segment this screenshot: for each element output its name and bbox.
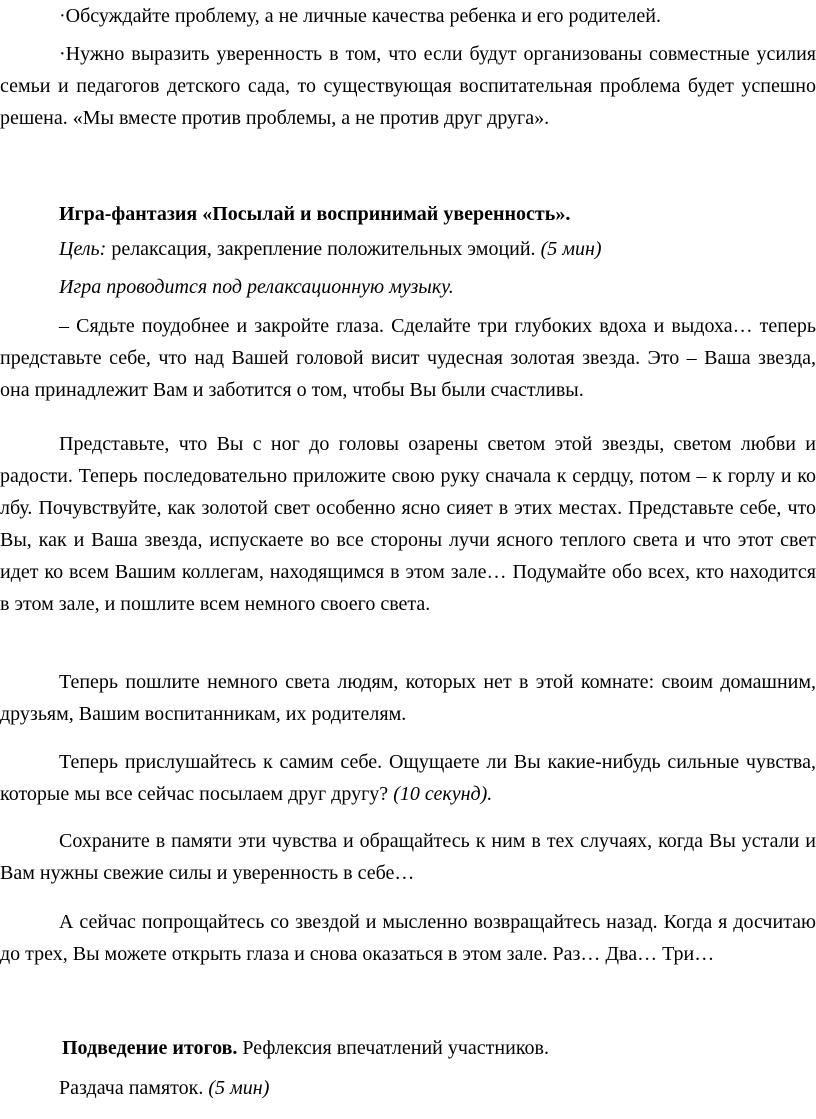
- game-goal: [0, 233, 816, 265]
- paragraph-listen-self: [0, 746, 816, 810]
- music-note: Игра проводится под релаксационную музыку.: [59, 276, 454, 298]
- game-title: Игра-фантазия «Посылай и воспринимай уверенность».: [59, 203, 571, 225]
- paragraph-say-goodbye: А сейчас попрощайтесь со звездой и мысленно возвращайтесь назад. Когда я досчитаю до трех, Вы можете открыть глаза и снова оказаться в этом зале. Раз… Два… Три…: [0, 911, 816, 965]
- goal-label: Цель:: [59, 238, 107, 260]
- paragraph-keep-feelings: Сохраните в памяти эти чувства и обращайтесь к ним в тех случаях, когда Вы устали и Вам нужны свежие силы и уверенность в себе…: [0, 830, 816, 884]
- paragraph-send-light: Теперь пошлите немного света людям, которых нет в этой комнате: своим домашним, друзьям, Вашим воспитанникам, их родителям.: [0, 671, 816, 725]
- paragraph-discuss-problem: ·Обсуждайте проблему, а не личные качества ребенка и его родителей.: [59, 5, 661, 27]
- paragraph-confidence: ·Нужно выразить уверенность в том, что если будут организованы совместные усилия семьи и педагогов детского сада, то существующая воспитательная проблема будет успешно решена. «Мы вместе против проблемы, а не против друг друга».: [0, 43, 816, 129]
- handout-text: Раздача памяток.: [59, 1077, 209, 1099]
- listen-time: (10 секунд).: [393, 783, 493, 805]
- paragraph-sit-comfortably: – Сядьте поудобнее и закройте глаза. Сделайте три глубоких вдоха и выдоха… теперь представьте себе, что над Вашей головой висит чудесная золотая звезда. Это – Ваша звезда, она принадлежит Вам и заботится о том, чтобы Вы были счастливы.: [0, 315, 816, 401]
- summary-line: [0, 1032, 816, 1064]
- goal-text: релаксация, закрепление положительных эмоций.: [106, 238, 541, 260]
- handout-line: [0, 1072, 816, 1104]
- handout-time: (5 мин): [208, 1077, 270, 1099]
- paragraph-imagine-light: Представьте, что Вы с ног до головы озарены светом этой звезды, светом любви и радости. Теперь последовательно приложите свою руку сначала к сердцу, потом – к горлу и ко лбу. Почувствуйте, как золотой свет особенно ясно сияет в этих местах. Представьте себе, что Вы, как и Ваша звезда, испускаете во все стороны лучи ясного теплого света и что этот свет идет ко всем Вашим коллегам, находящимся в этом зале… Подумайте обо всех, кто находится в этом зале, и пошлите всем немного своего света.: [0, 433, 816, 615]
- listen-text: Теперь прислушайтесь к самим себе. Ощущаете ли Вы какие-нибудь сильные чувства, которые мы все сейчас посылаем друг другу?: [0, 751, 816, 805]
- goal-time: (5 мин): [540, 238, 602, 260]
- summary-text: Рефлексия впечатлений участников.: [237, 1037, 549, 1059]
- summary-label: Подведение итогов.: [62, 1037, 238, 1059]
